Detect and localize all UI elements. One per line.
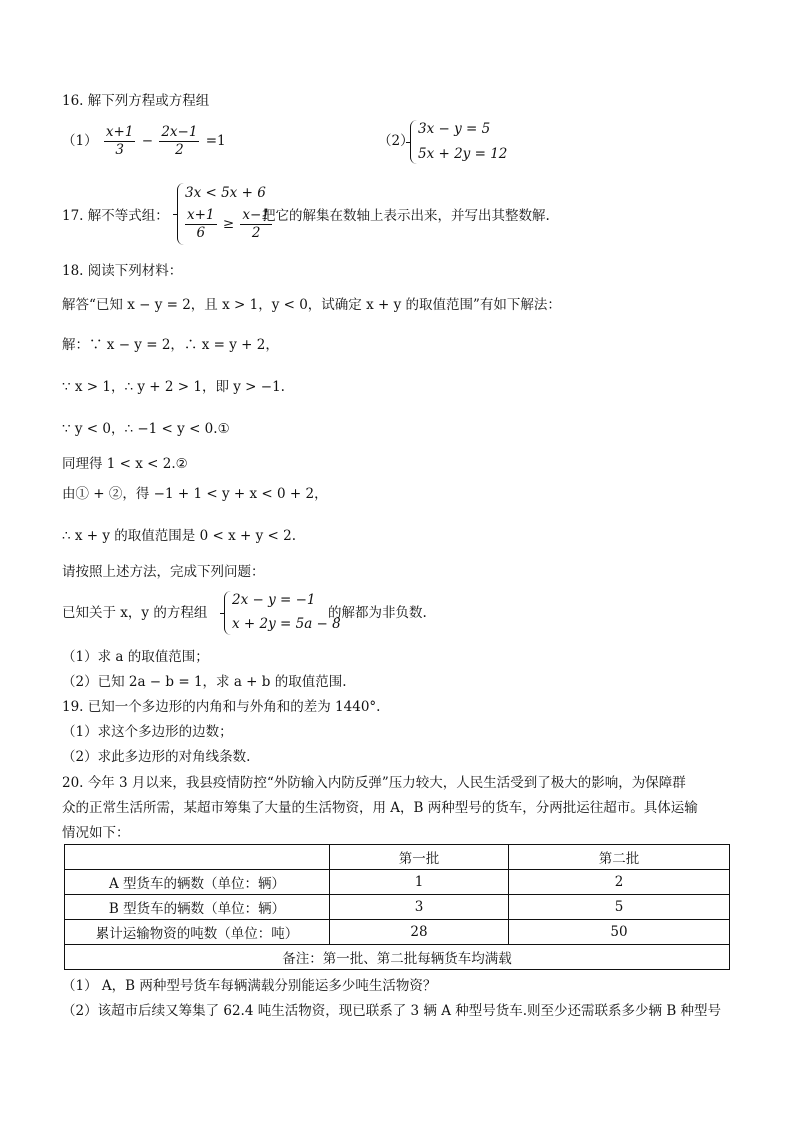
table-cell: A 型货车的辆数（单位：辆） xyxy=(65,870,330,895)
table-cell: 3 xyxy=(330,895,509,920)
q17-fraction-2: $\frac{x-1}{2}$ xyxy=(242,207,270,241)
table-cell: 50 xyxy=(509,920,730,945)
q17-fraction-1: $\frac{x+1}{6}$ xyxy=(187,207,215,241)
q18-known-prefix: 已知关于 x，y 的方程组 xyxy=(62,605,208,621)
table-header-row xyxy=(65,845,730,870)
transport-table xyxy=(64,844,730,970)
q19-title: 19. 已知一个多边形的内角和与外角和的差为 1440°. xyxy=(62,699,381,715)
q17-eq1: 3x < 5x + 6 xyxy=(185,185,266,201)
q16-p1-label: （1） xyxy=(62,133,98,149)
minus-sign: − xyxy=(141,133,154,149)
table-cell: 1 xyxy=(330,870,509,895)
table-cell: 累计运输物资的吨数（单位：吨） xyxy=(65,920,330,945)
q18-intro: 解答“已知 x − y = 2，且 x > 1，y < 0，试确定 x + y 的取值范围”有如下解法： xyxy=(62,297,561,313)
table-row xyxy=(65,870,730,895)
q18-sys-eq1: 2x − y = −1 xyxy=(232,592,316,608)
table-header-cell: 第二批 xyxy=(509,845,730,870)
q18-step-2: ∵ x > 1，∴ y + 2 > 1，即 y > −1. xyxy=(62,379,285,395)
q20-line3: 情况如下： xyxy=(62,825,130,841)
q16-fraction-2: $\frac{2x-1}{2}$ xyxy=(161,124,198,158)
q18-step-5: 由① + ②，得 −1 + 1 < y + x < 0 + 2， xyxy=(62,486,328,502)
q17-prefix: 17. 解不等式组： xyxy=(62,208,169,224)
table-header-cell: 第一批 xyxy=(330,845,509,870)
table-note: 备注：第一批、第二批每辆货车均满载 xyxy=(65,945,730,970)
table-row xyxy=(65,895,730,920)
q18-step-4: 同理得 1 < x < 2.② xyxy=(62,456,188,472)
q18-step-6: ∴ x + y 的取值范围是 0 < x + y < 2. xyxy=(62,528,296,544)
q18-task: 请按照上述方法，完成下列问题： xyxy=(62,564,265,580)
q16-system-brace xyxy=(410,120,417,164)
q16-fraction-1: $\frac{x+1}{3}$ xyxy=(105,124,134,158)
q16-p1-rhs: =1 xyxy=(205,133,226,149)
geq-sign: ≥ xyxy=(222,216,235,232)
q18-known-suffix: 的解都为非负数. xyxy=(328,605,427,621)
q20-line1: 20. 今年 3 月以来，我县疫情防控“外防输入内防反弹”压力较大，人民生活受到了极大的影响，为保障群 xyxy=(62,775,686,791)
q20-part1: （1） A，B 两种型号货车每辆满载分别能运多少吨生活物资？ xyxy=(62,978,437,994)
q20-part2: （2）该超市后续又筹集了 62.4 吨生活物资，现已联系了 3 辆 A 种型号货车.则至少还需联系多少辆 B 种型号 xyxy=(62,1003,722,1019)
q16-title: 16. 解下列方程或方程组 xyxy=(62,93,210,109)
table-note-row xyxy=(65,945,730,970)
q18-step-1: 解：∵ x − y = 2，∴ x = y + 2， xyxy=(62,337,279,353)
table-cell: B 型货车的辆数（单位：辆） xyxy=(65,895,330,920)
q18-system-brace xyxy=(224,591,231,635)
q18-part2: （2）已知 2a − b = 1，求 a + b 的取值范围. xyxy=(62,674,347,690)
table-cell: 5 xyxy=(509,895,730,920)
table-header-cell xyxy=(65,845,330,870)
q16-p2-label: （2） xyxy=(378,133,414,149)
q18-title: 18. 阅读下列材料： xyxy=(62,263,183,279)
table-cell: 28 xyxy=(330,920,509,945)
q16-part1 xyxy=(62,124,226,159)
q19-part1: （1）求这个多边形的边数； xyxy=(62,724,233,740)
q16-sys-eq1: 3x − y = 5 xyxy=(418,121,491,137)
q19-part2: （2）求此多边形的对角线条数. xyxy=(62,749,251,765)
q18-sys-eq2: x + 2y = 5a − 8 xyxy=(232,616,341,632)
table-cell: 2 xyxy=(509,870,730,895)
table-row xyxy=(65,920,730,945)
q17-suffix: 把它的解集在数轴上表示出来，并写出其整数解. xyxy=(262,208,550,224)
q20-line2: 众的正常生活所需，某超市筹集了大量的生活物资，用 A，B 两种型号的货车，分两批运往超市。具体运输 xyxy=(62,800,698,816)
q17-eq2 xyxy=(183,207,274,242)
q18-step-3: ∵ y < 0，∴ −1 < y < 0.① xyxy=(62,421,230,437)
q18-part1: （1）求 a 的取值范围； xyxy=(62,649,209,665)
q16-sys-eq2: 5x + 2y = 12 xyxy=(418,146,508,162)
